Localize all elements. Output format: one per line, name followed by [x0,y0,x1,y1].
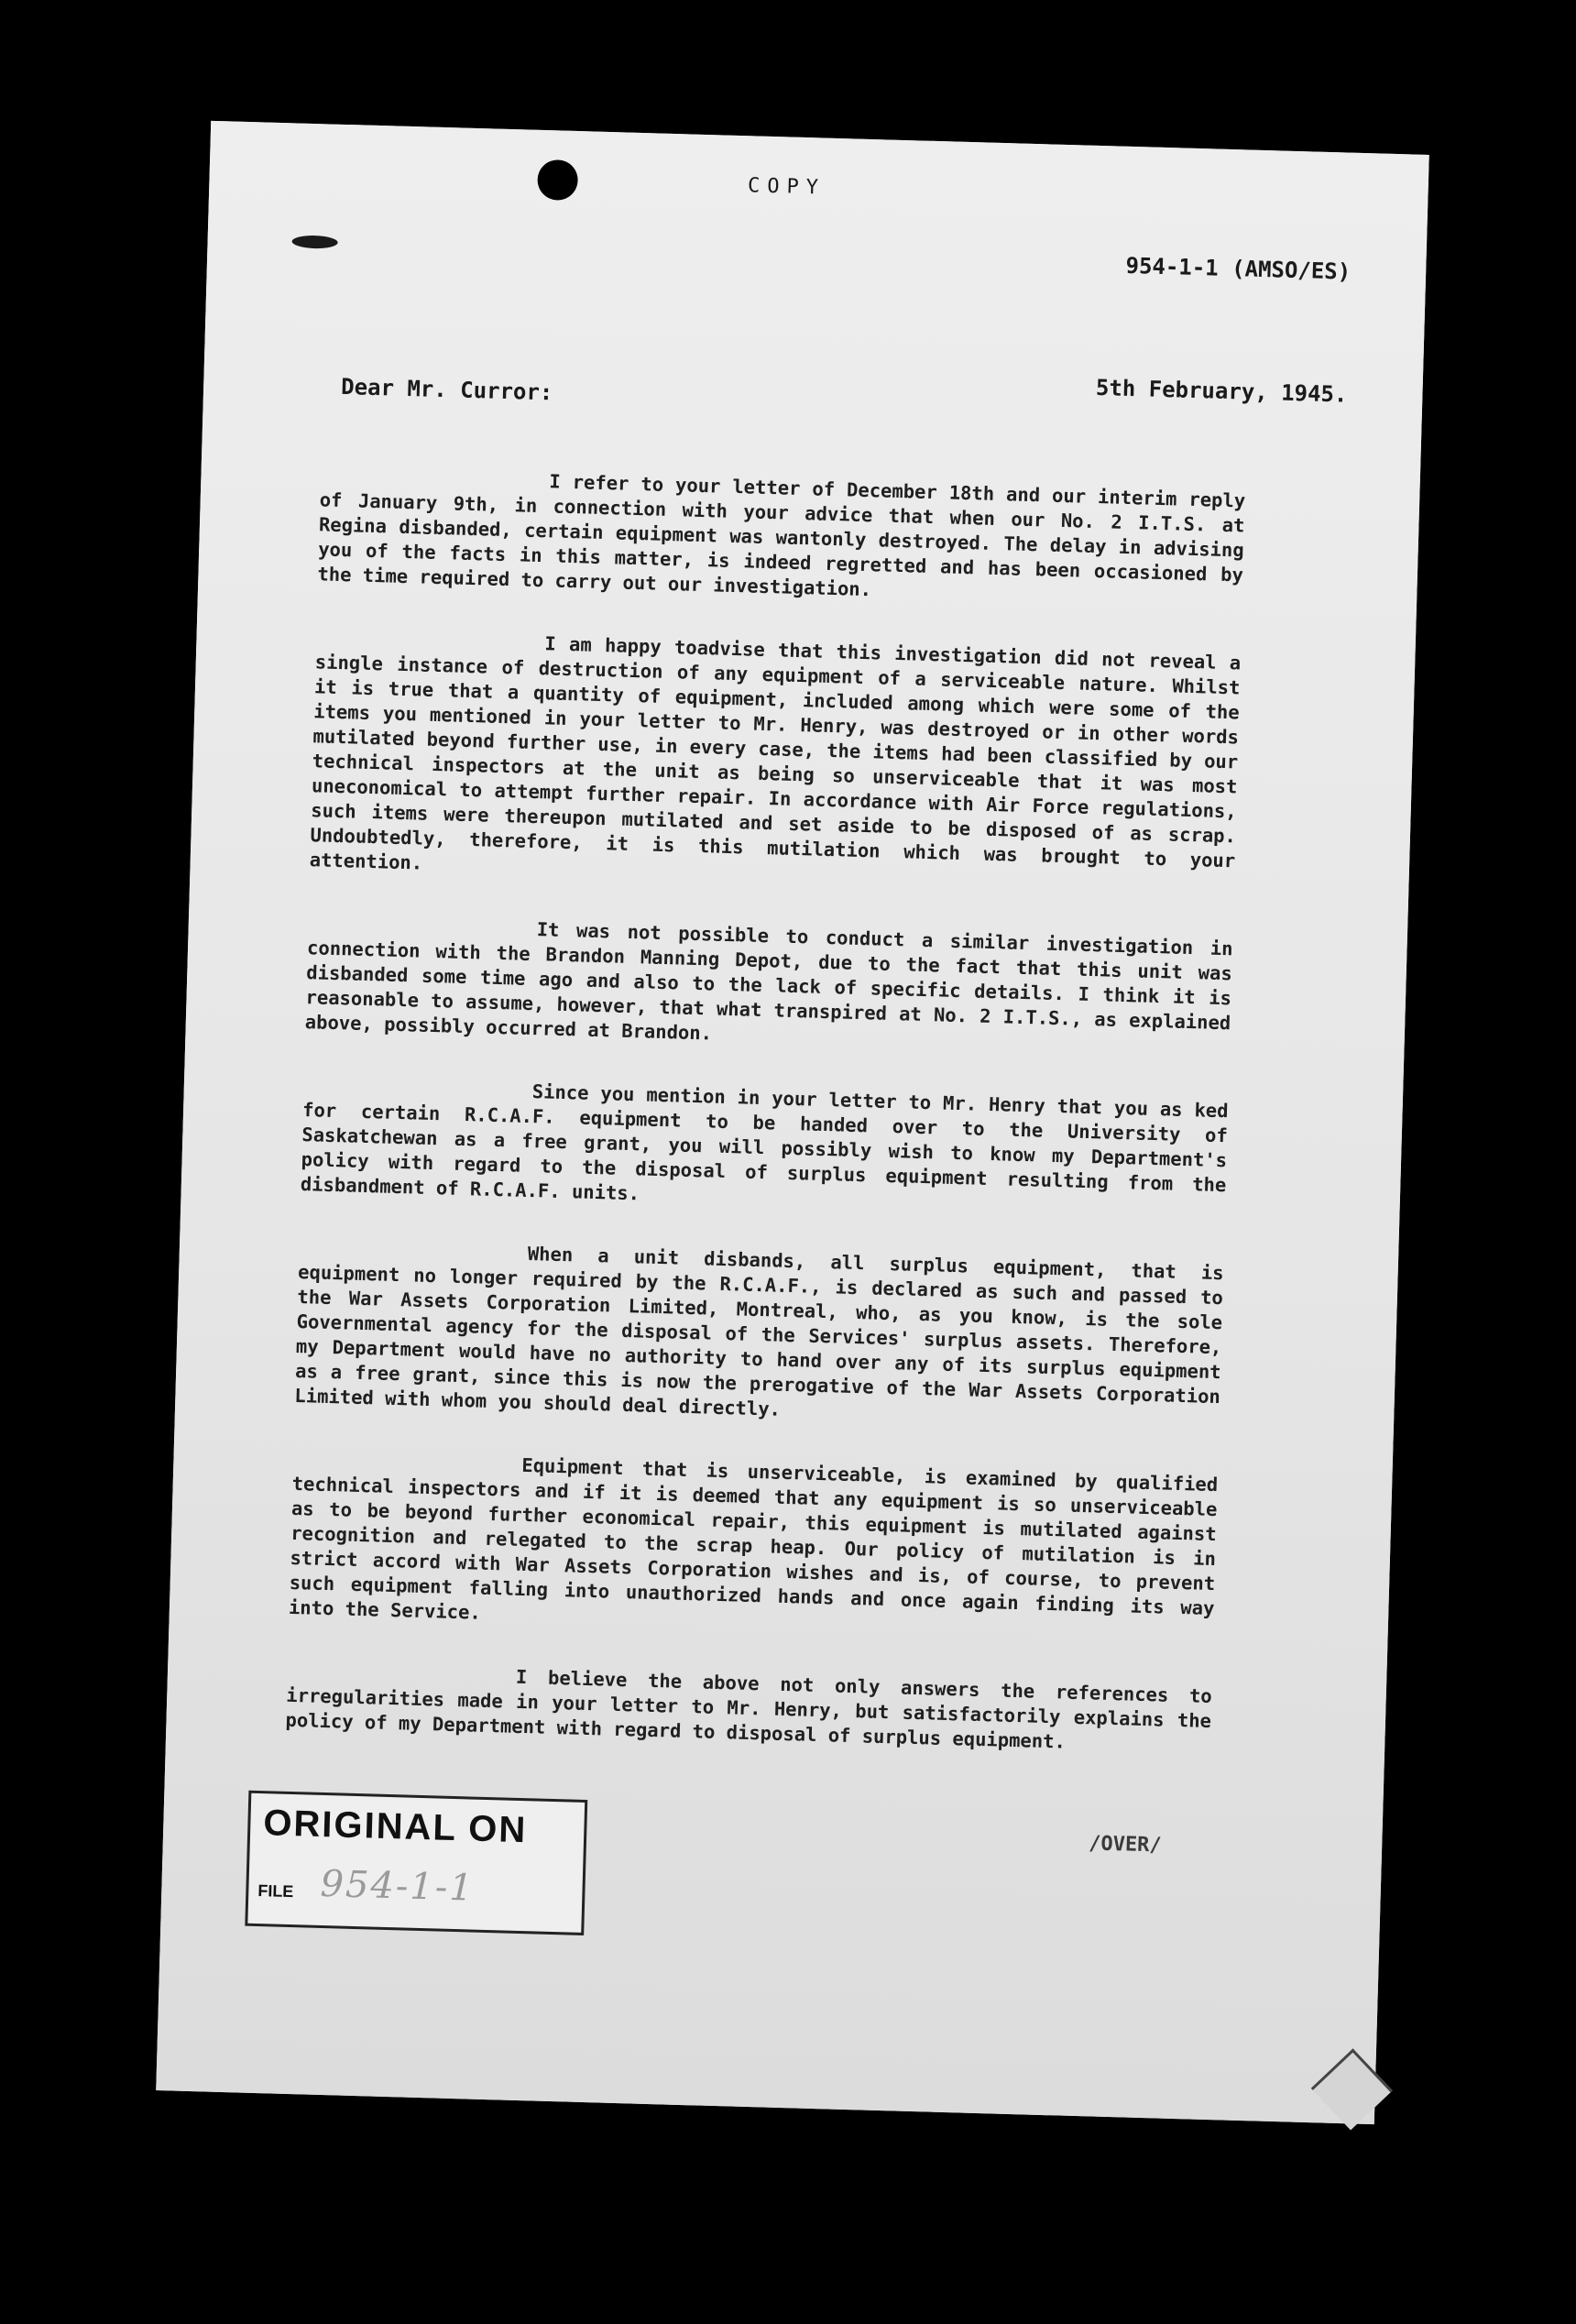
letter-date: 5th February, 1945. [1095,374,1348,408]
paragraph-1: I refer to your letter of December 18th and our interim reply of January 9th, in connection with your advice that when our No. 2 I.T.S. at Regina disbanded, certain equipment was wantonly destroyed. The delay in advising you of the facts in this matter, is indeed regretted and has been occasioned by the time required to carry out our investigation. [317,470,1246,601]
ink-smudge [291,235,337,248]
paragraph-5: When a unit disbands, all surplus equipment, that is equipment no longer required by the R.C.A.F., is declared as such and passed to the War Assets Corporation Limited, Montreal, who, as you know, is the sole Governmental agency for the disposal of the Services' surplus assets. Therefore, my Department would have no authority to hand over any of its surplus equipment as a free grant, since this is now the prerogative of the War Assets Corporation Limited with whom you should deal directly. [294,1242,1224,1420]
stamp-file-label: FILE [257,1881,294,1902]
letter-body [284,463,1245,1797]
letter-page [156,121,1429,2124]
copy-header: COPY [747,174,826,200]
paragraph-7: I believe the above not only answers the references to irregularities made in your letter to Mr. Henry, but satisfactorily explains the policy of my Department with regard to disposal of surplus equipment. [285,1665,1213,1753]
paragraph-3: It was not possible to conduct a similar investigation in connection with the Brandon Manning Depot, due to the fact that this unit was disbanded some time ago and also to the lack of specific details. I think it is reasonable to assume, however, that what transpired at No. 2 I.T.S., as explained above, possibly occurred at Brandon. [304,918,1233,1045]
continuation-note: /OVER/ [1088,1832,1162,1858]
folded-corner [1311,2048,1393,2130]
original-on-file-stamp [245,1791,587,1935]
stamp-file-number: 954-1-1 [319,1862,476,1910]
punch-hole [537,159,578,201]
paragraph-4: Since you mention in your letter to Mr. Henry that you as ked for certain R.C.A.F. equipment to be handed over to the University of Saskatchewan as a free grant, you will possibly wish to know my Department's policy with regard to the disposal of surplus equipment resulting from the disbandment of R.C.A.F. units. [300,1080,1229,1205]
paragraph-2: I am happy toadvise that this investigation did not reveal a single instance of destruction of any equipment of a serviceable nature. Whilst it is true that a quantity of equipment, included among which were some of the items you mentioned in your letter to Mr. Henry, was destroyed or in other words mutilated beyond further use, in every case, the items had been classified by our technical inspectors at the unit as being so unserviceable that it was most uneconomical to attempt further repair. In accordance with Air Force regulations, such items were thereupon mutilated and set aside to be disposed of as scrap. Undoubtedly, therefore, it is this mutilation which was brought to your attention. [309,632,1242,874]
stamp-heading: ORIGINAL ON [262,1803,528,1851]
salutation: Dear Mr. Curror: [340,373,553,406]
paragraph-6: Equipment that is unserviceable, is examined by qualified technical inspectors and if it is deemed that any equipment is so unserviceable as to be beyond further economical repair, this equipment is mutilated against recognition and relegated to the scrap heap. Our policy of mutilation is in strict accord with War Assets Corporation wishes and is, of course, to prevent such equipment falling into unauthorized hands and once again finding its way into the Service. [288,1453,1219,1624]
file-reference: 954-1-1 (AMSO/ES) [1125,252,1352,285]
